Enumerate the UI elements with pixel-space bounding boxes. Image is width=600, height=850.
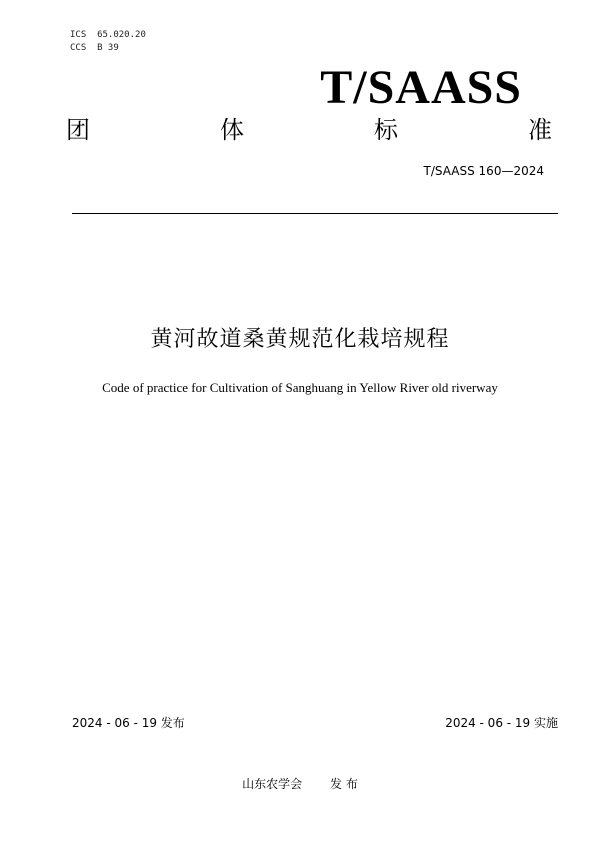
- implementation-date: 2024 - 06 - 19 实施: [445, 716, 558, 730]
- document-title-english: Code of practice for Cultivation of Sanghuang in Yellow River old riverway: [102, 380, 498, 395]
- ccs-code: CCS B 39: [70, 43, 119, 53]
- document-title-chinese: 黄河故道桑黄规范化栽培规程: [150, 327, 450, 352]
- standard-number: T/SAASS 160—2024: [423, 164, 544, 178]
- standard-type-char: 标: [374, 116, 398, 144]
- classification-codes: [70, 29, 146, 55]
- standard-type-char: 团: [66, 116, 90, 144]
- header-divider: [72, 213, 558, 214]
- standard-type-char: 体: [220, 116, 244, 144]
- publisher-organization: 山东农学会: [242, 777, 303, 791]
- standard-type-char: 准: [528, 116, 552, 144]
- publisher-action: 发 布: [330, 777, 358, 791]
- standard-logo: T/SAASS: [320, 61, 522, 114]
- ics-code: ICS 65.020.20: [70, 30, 146, 40]
- standard-type-heading: [66, 114, 552, 146]
- publisher-line: [0, 776, 600, 792]
- issue-date: 2024 - 06 - 19 发布: [72, 716, 185, 730]
